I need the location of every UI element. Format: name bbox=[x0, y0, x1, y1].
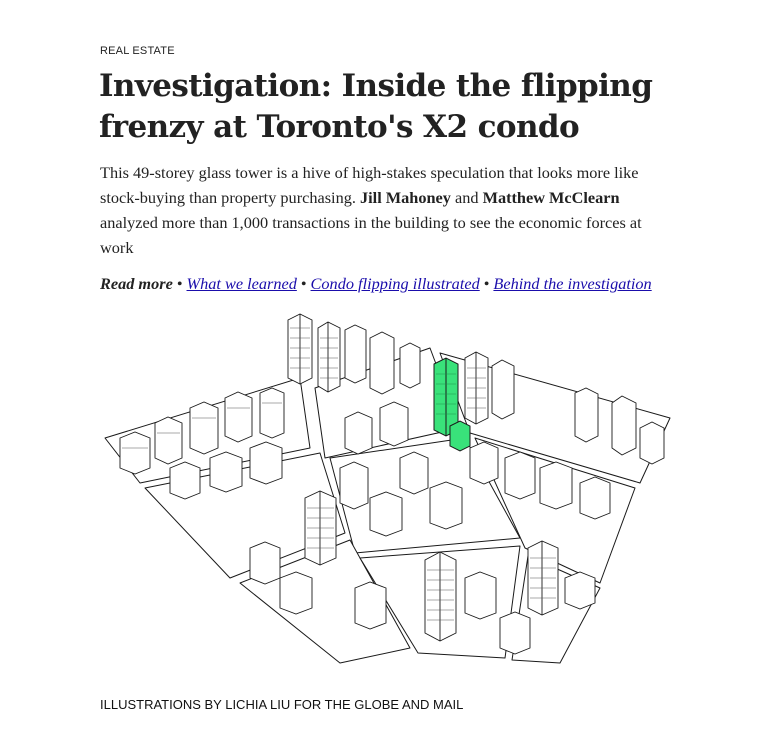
building bbox=[470, 442, 498, 484]
building bbox=[210, 452, 242, 492]
building bbox=[465, 572, 496, 619]
building bbox=[250, 442, 282, 484]
building bbox=[380, 402, 408, 446]
building bbox=[355, 582, 386, 629]
building bbox=[575, 388, 598, 442]
read-more-label: Read more bbox=[100, 274, 173, 293]
dek-text-1: This 49-storey glass tower is a hive of high-stakes speculation that looks more like stock-buying than property purchasing. bbox=[100, 163, 639, 207]
building bbox=[430, 482, 462, 529]
city-illustration bbox=[100, 308, 680, 678]
building bbox=[500, 612, 530, 654]
building bbox=[340, 462, 368, 509]
building bbox=[425, 552, 456, 641]
building bbox=[318, 322, 340, 392]
headline[interactable]: Investigation: Inside the flipping frenzy at Toronto's X2 condo bbox=[99, 68, 653, 145]
building bbox=[225, 392, 252, 442]
building bbox=[580, 477, 610, 519]
building bbox=[540, 462, 572, 509]
building bbox=[492, 360, 514, 419]
dek bbox=[100, 160, 672, 260]
dek-text-2: analyzed more than 1,000 transactions in the building to see the economic forces at work bbox=[100, 213, 642, 257]
author-1[interactable]: Jill Mahoney bbox=[360, 188, 451, 207]
link-behind-the-investigation[interactable]: Behind the investigation bbox=[493, 274, 652, 293]
illustration-credit: ILLUSTRATIONS BY LICHIA LIU FOR THE GLOBE AND MAIL bbox=[100, 697, 464, 712]
building bbox=[400, 343, 420, 388]
link-condo-flipping-illustrated[interactable]: Condo flipping illustrated bbox=[310, 274, 480, 293]
building bbox=[565, 572, 595, 609]
building bbox=[260, 388, 284, 438]
building bbox=[612, 396, 636, 455]
section-label[interactable]: REAL ESTATE bbox=[100, 45, 175, 57]
building bbox=[280, 572, 312, 614]
building bbox=[640, 422, 664, 464]
separator: • bbox=[176, 274, 183, 293]
building bbox=[120, 432, 150, 474]
building bbox=[170, 462, 200, 499]
building bbox=[345, 325, 366, 383]
separator: • bbox=[300, 274, 307, 293]
building bbox=[345, 412, 372, 454]
building bbox=[505, 452, 535, 499]
building bbox=[155, 417, 182, 464]
separator: • bbox=[483, 274, 490, 293]
read-more-bar bbox=[100, 274, 652, 294]
building bbox=[190, 402, 218, 454]
building bbox=[370, 492, 402, 536]
building bbox=[250, 542, 280, 584]
author-2[interactable]: Matthew McClearn bbox=[482, 188, 620, 207]
link-what-we-learned[interactable]: What we learned bbox=[186, 274, 297, 293]
building bbox=[400, 452, 428, 494]
building bbox=[370, 332, 394, 394]
dek-and: and bbox=[450, 188, 483, 207]
